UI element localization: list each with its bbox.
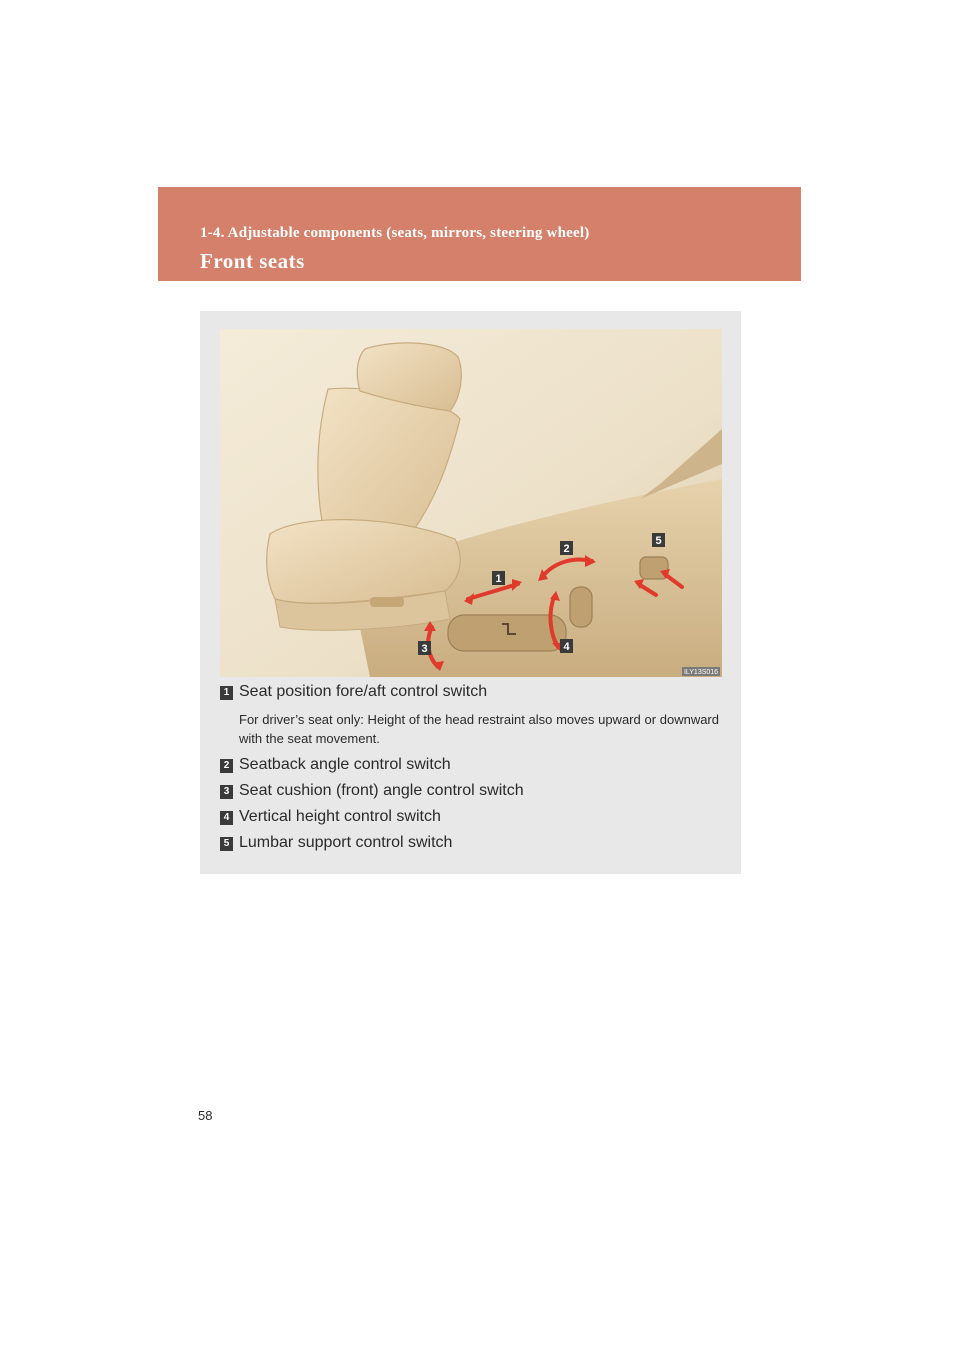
section-header-band — [158, 187, 801, 281]
page-title: Front seats — [200, 249, 305, 273]
list-item — [220, 683, 487, 701]
callout-1 — [492, 571, 505, 585]
svg-text:1: 1 — [495, 573, 502, 585]
item-number-badge: 1 — [220, 686, 233, 700]
list-item — [220, 834, 452, 852]
image-code: ILY13S016 — [683, 669, 719, 676]
svg-text:3: 3 — [421, 643, 428, 655]
seat-cushion — [267, 520, 460, 604]
seat-side-switch — [370, 597, 404, 607]
seatback-switch — [570, 587, 592, 627]
svg-text:2: 2 — [563, 543, 570, 555]
item-number-badge: 2 — [220, 759, 233, 773]
item-label: Seat cushion (front) angle control switch — [239, 782, 524, 799]
item-label: Seatback angle control switch — [239, 756, 451, 773]
item-number-badge: 3 — [220, 785, 233, 799]
list-item — [220, 782, 524, 800]
callout-4 — [560, 639, 573, 653]
svg-text:5: 5 — [655, 535, 662, 547]
item-label: Vertical height control switch — [239, 808, 441, 825]
section-label: 1-4. Adjustable components (seats, mirrors, steering wheel) — [200, 225, 590, 241]
list-item — [220, 808, 441, 826]
callout-2 — [560, 541, 573, 555]
callout-3 — [418, 641, 431, 655]
item-number-badge: 4 — [220, 811, 233, 825]
list-item — [220, 756, 451, 774]
content-box — [200, 311, 741, 874]
seat-controls-illustration — [220, 329, 722, 677]
page-number: 58 — [198, 1108, 213, 1123]
item-label: Lumbar support control switch — [239, 834, 453, 851]
item-note: For driver’s seat only: Height of the head restraint also moves upward or downward with the seat movement. — [239, 712, 719, 746]
item-label: Seat position fore/aft control switch — [239, 683, 488, 700]
item-number-badge: 5 — [220, 837, 233, 851]
callout-5 — [652, 533, 665, 547]
svg-text:4: 4 — [563, 641, 570, 653]
